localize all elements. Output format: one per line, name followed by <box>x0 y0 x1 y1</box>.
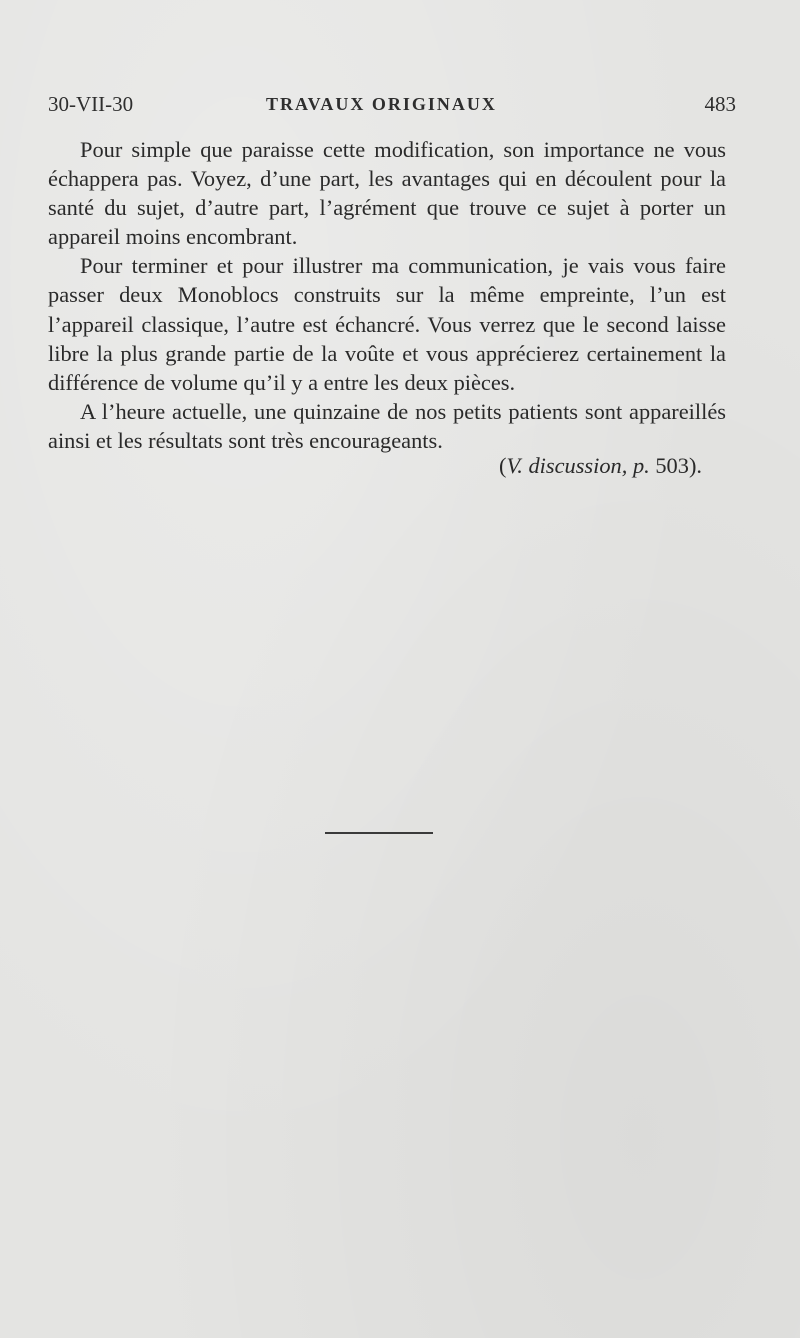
running-head <box>48 92 736 122</box>
reference-close: ). <box>688 453 702 478</box>
end-rule <box>325 832 433 834</box>
reference-italic: V. discussion, p. <box>506 453 650 478</box>
body-text <box>48 135 726 455</box>
reference-open: ( <box>499 453 507 478</box>
discussion-reference <box>499 453 702 479</box>
header-title: TRAVAUX ORIGINAUX <box>266 94 497 114</box>
paragraph-results: A l’heure actuelle, une quinzaine de nos petits patients sont appareillés ainsi et les résultats sont très encourageants. <box>48 398 726 453</box>
page-number: 483 <box>704 92 736 116</box>
paragraph-monoblocs: Pour terminer et pour illustrer ma communication, je vais vous faire passer deux Monoblocs construits sur la même empreinte, l’un est l’appareil classique, l’autre est échancré. Vous verrez que le second laisse libre la plus grande partie de la voûte et vous apprécierez certainement la différence de volume qu’il y a entre les deux pièces. <box>48 253 726 395</box>
reference-page: 503 <box>649 453 689 478</box>
paragraph-modification: Pour simple que paraisse cette modification, son importance ne vous échappera pas. Voyez, d’une part, les avantages qui en découlent pour la santé du sujet, d’autre part, l’agrément que trouve ce sujet à porter un appareil moins encombrant. <box>48 137 726 250</box>
header-date: 30-VII-30 <box>48 92 134 116</box>
